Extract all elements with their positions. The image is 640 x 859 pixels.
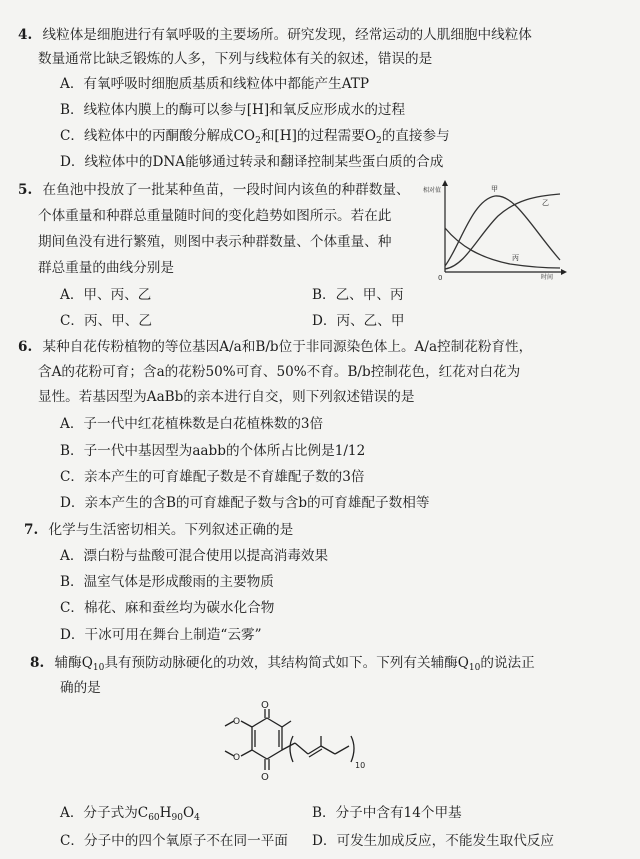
q8-a-o: O <box>182 805 195 821</box>
q5-stem-3: 期间鱼没有进行繁殖，则图中表示种群数量、个体重量、种 <box>38 234 392 250</box>
q8-stem-sub2: 10 <box>468 663 481 673</box>
structure-oxygen-bottom: O <box>261 772 269 783</box>
q6-line1 <box>18 338 532 356</box>
q4-c-post: 的直接参与 <box>381 128 450 144</box>
q8-number: 8. <box>30 655 45 671</box>
q6-stem-3: 显性。若基因型为AaBb的亲本进行自交，则下列叙述错误的是 <box>38 389 415 405</box>
q7-number: 7. <box>24 522 39 538</box>
q5-line1 <box>18 181 410 199</box>
quinone-ring <box>252 718 282 759</box>
q8-line1 <box>30 654 535 672</box>
q4-number: 4. <box>18 27 33 43</box>
q7-option-c[interactable]: C．棉花、麻和蚕丝均为碳水化合物 <box>60 600 275 616</box>
q6-option-b[interactable]: B．子一代中基因型为aabb的个体所占比例是1/12 <box>60 443 366 459</box>
q8-a-s2: 90 <box>171 813 183 823</box>
q8-a-pre: A．分子式为C <box>60 805 149 821</box>
q4-line1 <box>18 26 532 44</box>
graph-xlabel: 时间 <box>541 274 554 280</box>
q8-option-b[interactable]: B．分子中含有14个甲基 <box>312 805 462 821</box>
q5-number: 5. <box>18 182 33 198</box>
q7-option-b[interactable]: B．温室气体是形成酸雨的主要物质 <box>60 574 274 590</box>
q4-c-pre: C．线粒体中的丙酮酸分解成CO <box>60 128 256 144</box>
q5-option-d[interactable]: D．丙、乙、甲 <box>312 313 405 329</box>
q8-a-h: H <box>159 805 172 821</box>
q8-stem-pre: 辅酶Q <box>54 655 93 671</box>
q5-option-a[interactable]: A．甲、丙、乙 <box>60 287 152 303</box>
q4-option-c[interactable] <box>60 127 450 145</box>
q4-c-mid: 和[H]的过程需要O <box>260 128 376 144</box>
q5-option-c[interactable]: C．丙、甲、乙 <box>60 313 152 329</box>
graph-ylabel: 相对值 <box>423 187 442 194</box>
graph-label-jia: 甲 <box>491 185 498 193</box>
q4-stem-2: 数量通常比缺乏锻炼的人多，下列与线粒体有关的叙述，错误的是 <box>38 51 433 67</box>
q7-option-d[interactable]: D．干冰可用在舞台上制造“云雾” <box>60 627 262 643</box>
q5-stem-4: 群总重量的曲线分别是 <box>38 260 174 276</box>
q4-option-b[interactable]: B．线粒体内膜上的酶可以参与[H]和氧反应形成水的过程 <box>60 102 406 118</box>
q8-a-s1: 60 <box>148 813 160 823</box>
q8-option-a[interactable] <box>60 804 200 822</box>
q8-coenzyme-structure <box>205 700 380 792</box>
q8-option-d[interactable]: D．可发生加成反应，不能发生取代反应 <box>312 833 554 849</box>
q8-option-c[interactable]: C．分子中的四个氧原子不在同一平面 <box>60 833 288 849</box>
graph-x-arrow <box>561 269 567 275</box>
q4-c-sub1: 2 <box>255 136 261 146</box>
q6-option-a[interactable]: A．子一代中红花植株数是白花植株数的3倍 <box>60 416 324 432</box>
graph-y-arrow <box>442 180 448 186</box>
q4-option-d[interactable]: D．线粒体中的DNA能够通过转录和翻译控制某些蛋白质的合成 <box>60 154 444 170</box>
q5-graph <box>420 176 570 280</box>
q8-stem-mid: 具有预防动脉硬化的功效，其结构简式如下。下列有关辅酶Q <box>104 655 469 671</box>
graph-label-yi: 乙 <box>542 199 549 207</box>
q5-stem-1: 在鱼池中投放了一批某种鱼苗，一段时间内该鱼的种群数量、 <box>42 182 410 198</box>
q5-option-b[interactable]: B．乙、甲、丙 <box>312 287 404 303</box>
q6-stem-2: 含A的花粉可育；含a的花粉50%可育、50%不育。B/b控制花色，红花对白花为 <box>38 364 521 380</box>
q8-a-s3: 4 <box>194 813 200 823</box>
q8-stem-sub1: 10 <box>92 663 105 673</box>
q8-stem-post: 的说法正 <box>480 655 535 671</box>
structure-oxygen-methoxy1: O <box>233 717 241 727</box>
graph-origin: 0 <box>438 274 443 280</box>
q6-option-c[interactable]: C．亲本产生的可育雄配子数是不育雄配子数的3倍 <box>60 469 365 485</box>
structure-oxygen-top: O <box>261 700 269 711</box>
structure-repeat-count: 10 <box>355 761 366 770</box>
q4-option-a[interactable]: A．有氧呼吸时细胞质基质和线粒体中都能产生ATP <box>60 76 369 92</box>
q7-line1 <box>24 521 293 539</box>
q6-option-d[interactable]: D．亲本产生的含B的可育雄配子数与含b的可育雄配子数相等 <box>60 495 430 511</box>
q4-stem-1: 线粒体是细胞进行有氧呼吸的主要场所。研究发现，经常运动的人肌细胞中线粒体 <box>42 27 532 43</box>
q7-option-a[interactable]: A．漂白粉与盐酸可混合使用以提高消毒效果 <box>60 548 329 564</box>
structure-oxygen-methoxy2: O <box>233 753 241 763</box>
q5-stem-2: 个体重量和种群总重量随时间的变化趋势如图所示。若在此 <box>38 208 392 224</box>
q6-stem-1: 某种自花传粉植物的等位基因A/a和B/b位于非同源染色体上。A/a控制花粉育性， <box>42 339 533 355</box>
q7-stem: 化学与生活密切相关。下列叙述正确的是 <box>48 522 294 538</box>
q8-stem-2: 确的是 <box>60 680 101 696</box>
q6-number: 6. <box>18 339 33 355</box>
q4-c-sub2: 2 <box>375 136 382 146</box>
graph-label-bing: 丙 <box>512 254 519 262</box>
